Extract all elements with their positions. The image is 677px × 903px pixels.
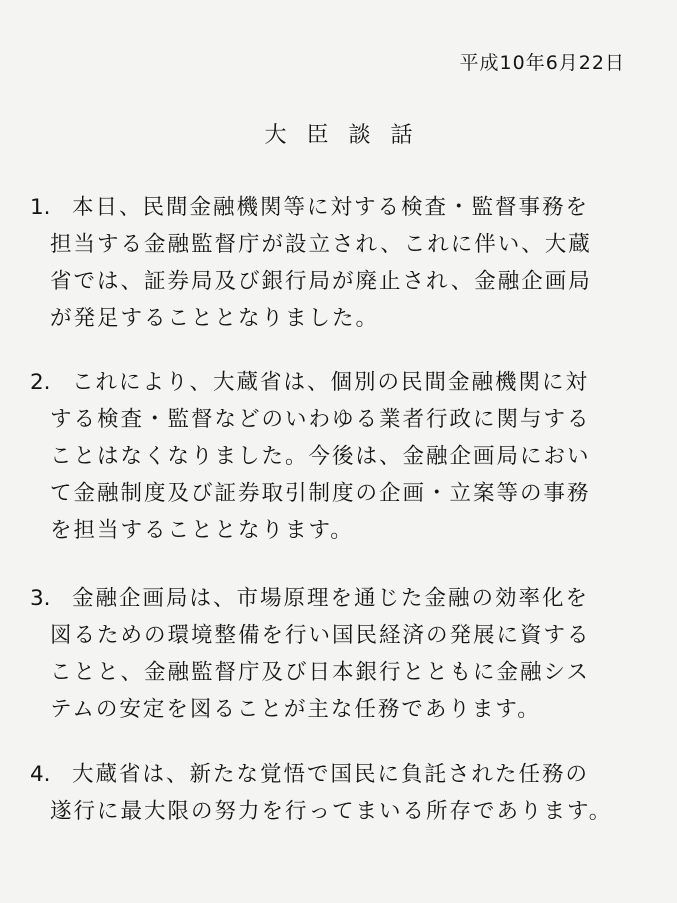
- paragraph-number: 3.: [30, 586, 51, 611]
- paragraph-line: を担当することとなります。: [50, 518, 354, 543]
- paragraph-number: 4.: [30, 762, 51, 787]
- document-title: 大臣談話: [264, 123, 433, 148]
- paragraph-line: が発足することとなりました。: [50, 306, 380, 331]
- paragraph-line: ことはなくなりました。今後は、金融企画局におい: [50, 444, 591, 469]
- paragraph-line: [30, 580, 650, 617]
- paragraph-2: [30, 364, 650, 549]
- paragraph-number: 2.: [30, 370, 51, 395]
- paragraph-line: 図るための環境整備を行い国民経済の発展に資する: [50, 623, 591, 648]
- paragraph-line: 省では、証券局及び銀行局が廃止され、金融企画局: [50, 269, 592, 294]
- paragraph-number: 1.: [30, 195, 51, 220]
- paragraph-line: [30, 189, 650, 226]
- paragraph-4: [30, 756, 650, 830]
- paragraph-text: 大蔵省は、新たな覚悟で国民に負託された任務の: [72, 762, 590, 787]
- paragraph-text: 本日、民間金融機関等に対する検査・監督事務を: [72, 195, 590, 220]
- paragraph-line: ことと、金融監督庁及び日本銀行とともに金融シス: [50, 660, 590, 685]
- paragraph-line: テムの安定を図ることが主な任務であります。: [50, 697, 541, 722]
- paragraph-line: て金融制度及び証券取引制度の企画・立案等の事務: [50, 481, 591, 506]
- paragraph-line: [30, 364, 650, 401]
- paragraph-line: 遂行に最大限の努力を行ってまいる所存であります。: [50, 799, 613, 824]
- paragraph-line: [30, 756, 650, 793]
- paragraph-line: 担当する金融監督庁が設立され、これに伴い、大蔵: [50, 232, 592, 257]
- paragraph-text: これにより、大蔵省は、個別の民間金融機関に対: [72, 370, 590, 395]
- paragraph-1: [30, 189, 650, 337]
- paragraph-3: [30, 580, 650, 728]
- paragraph-line: する検査・監督などのいわゆる業者行政に関与する: [50, 407, 591, 432]
- paragraph-text: 金融企画局は、市場原理を通じた金融の効率化を: [72, 586, 590, 611]
- document-date: 平成10年6月22日: [459, 52, 625, 74]
